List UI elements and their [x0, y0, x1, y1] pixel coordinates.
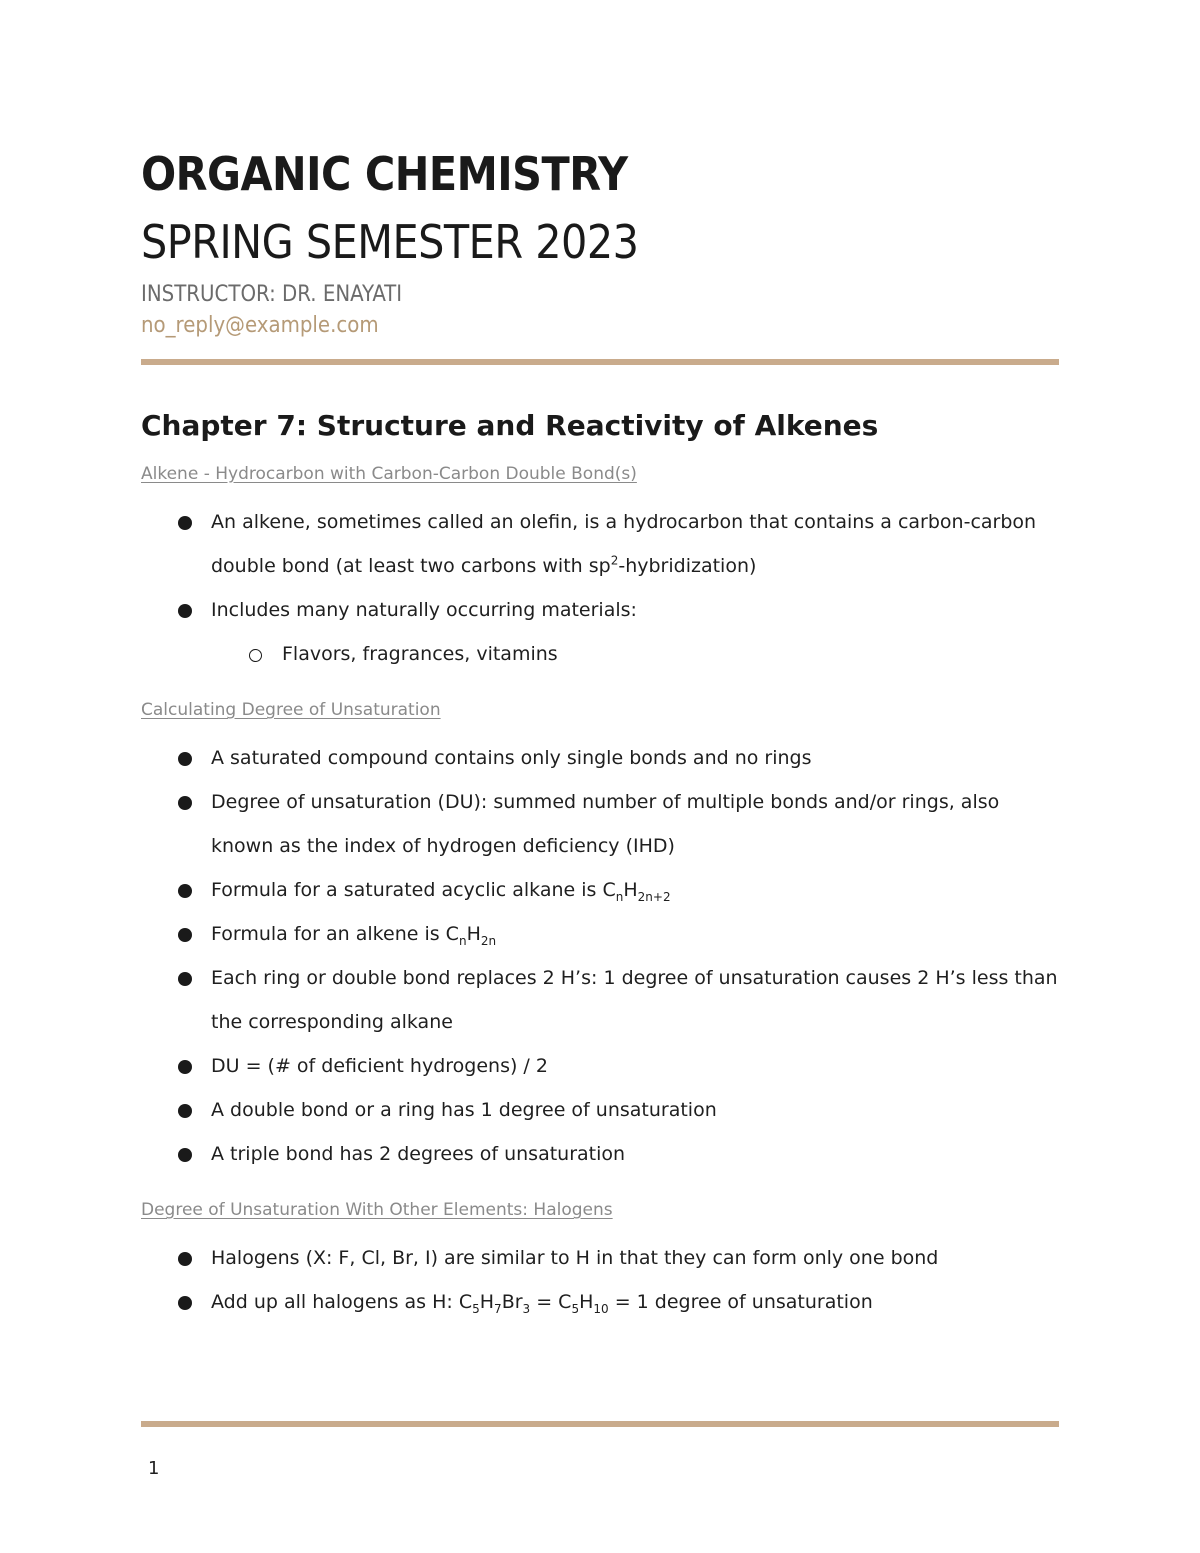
- hollow-bullet-icon: [249, 649, 262, 662]
- bullet-text: DU = (# of deficient hydrogens) / 2: [211, 1055, 548, 1077]
- subscript: 5: [472, 1301, 480, 1316]
- bullet-text: Halogens (X: F, Cl, Br, I) are similar to H in that they can form only one bond: [211, 1247, 939, 1269]
- bullet-icon: [178, 1104, 192, 1118]
- bullet-text: Each ring or double bond replaces 2 H’s: 1 degree of unsaturation causes 2 H’s less than the corresponding alkane: [211, 967, 1058, 1033]
- course-title: ORGANIC CHEMISTRY: [141, 147, 628, 201]
- bullet-text: -hybridization): [618, 555, 757, 577]
- instructor-email: no_reply@example.com: [141, 313, 379, 338]
- halogens-bullet-list: [0, 1236, 1200, 1324]
- list-item: [0, 588, 1200, 632]
- subscript: 2n: [480, 933, 497, 948]
- footer-divider: [141, 1421, 1059, 1427]
- section-heading-halogens: Degree of Unsaturation With Other Elements: Halogens: [141, 1200, 613, 1220]
- list-item: [0, 1280, 1200, 1324]
- bullet-text: Degree of unsaturation (DU): summed number of multiple bonds and/or rings, also known as the index of hydrogen deficiency (IHD): [211, 791, 1000, 857]
- subscript: n: [458, 933, 467, 948]
- bullet-text: Add up all halogens as H: C: [211, 1291, 473, 1313]
- bullet-icon: [178, 516, 192, 530]
- formula-text: H: [623, 879, 638, 901]
- section-heading-alkene: Alkene - Hydrocarbon with Carbon-Carbon Double Bond(s): [141, 464, 637, 484]
- subscript: 2n+2: [637, 889, 671, 904]
- bullet-text: Formula for a saturated acyclic alkane is C: [211, 879, 616, 901]
- bullet-text: A saturated compound contains only single bonds and no rings: [211, 747, 812, 769]
- page-number: 1: [148, 1458, 160, 1479]
- bullet-text: An alkene, sometimes called an olefin, is a hydrocarbon that contains a carbon-carbon double bond (at least two carbons with sp: [211, 511, 1037, 577]
- sub-list-item: [0, 632, 1200, 676]
- list-item: [0, 868, 1200, 912]
- formula-text: H: [579, 1291, 594, 1313]
- header-divider: [141, 359, 1059, 365]
- formula-text: Br: [501, 1291, 523, 1313]
- bullet-text: Formula for an alkene is C: [211, 923, 459, 945]
- list-item: [0, 1088, 1200, 1132]
- bullet-icon: [178, 972, 192, 986]
- subscript: 7: [494, 1301, 502, 1316]
- list-item: [0, 736, 1200, 780]
- bullet-text: = 1 degree of unsaturation: [608, 1291, 873, 1313]
- subscript: 5: [571, 1301, 580, 1316]
- bullet-text: A triple bond has 2 degrees of unsaturation: [211, 1143, 626, 1165]
- list-item: [0, 1044, 1200, 1088]
- bullet-text: Includes many naturally occurring materials:: [211, 599, 637, 621]
- unsaturation-bullet-list: [0, 736, 1200, 1176]
- chapter-title: Chapter 7: Structure and Reactivity of Alkenes: [141, 409, 879, 442]
- section-heading-degree-of-unsaturation: Calculating Degree of Unsaturation: [141, 700, 441, 720]
- instructor-name: INSTRUCTOR: DR. ENAYATI: [141, 282, 403, 307]
- subscript: 10: [593, 1301, 609, 1316]
- list-item: [0, 1236, 1200, 1280]
- list-item: [0, 956, 1200, 1044]
- bullet-icon: [178, 1148, 192, 1162]
- bullet-icon: [178, 752, 192, 766]
- bullet-icon: [178, 928, 192, 942]
- bullet-icon: [178, 1296, 192, 1310]
- semester-title: SPRING SEMESTER 2023: [141, 215, 639, 269]
- bullet-icon: [178, 1252, 192, 1266]
- bullet-text: Flavors, fragrances, vitamins: [282, 643, 558, 665]
- subscript: n: [615, 889, 624, 904]
- list-item: [0, 500, 1200, 588]
- list-item: [0, 780, 1200, 868]
- formula-text: H: [466, 923, 481, 945]
- alkene-bullet-list: [0, 500, 1200, 676]
- bullet-text: A double bond or a ring has 1 degree of unsaturation: [211, 1099, 717, 1121]
- subscript: 3: [522, 1301, 531, 1316]
- formula-text: H: [479, 1291, 495, 1313]
- formula-text: = C: [530, 1291, 572, 1313]
- bullet-icon: [178, 604, 192, 618]
- list-item: [0, 912, 1200, 956]
- list-item: [0, 1132, 1200, 1176]
- bullet-icon: [178, 884, 192, 898]
- bullet-icon: [178, 1060, 192, 1074]
- bullet-icon: [178, 796, 192, 810]
- superscript: 2: [610, 553, 619, 568]
